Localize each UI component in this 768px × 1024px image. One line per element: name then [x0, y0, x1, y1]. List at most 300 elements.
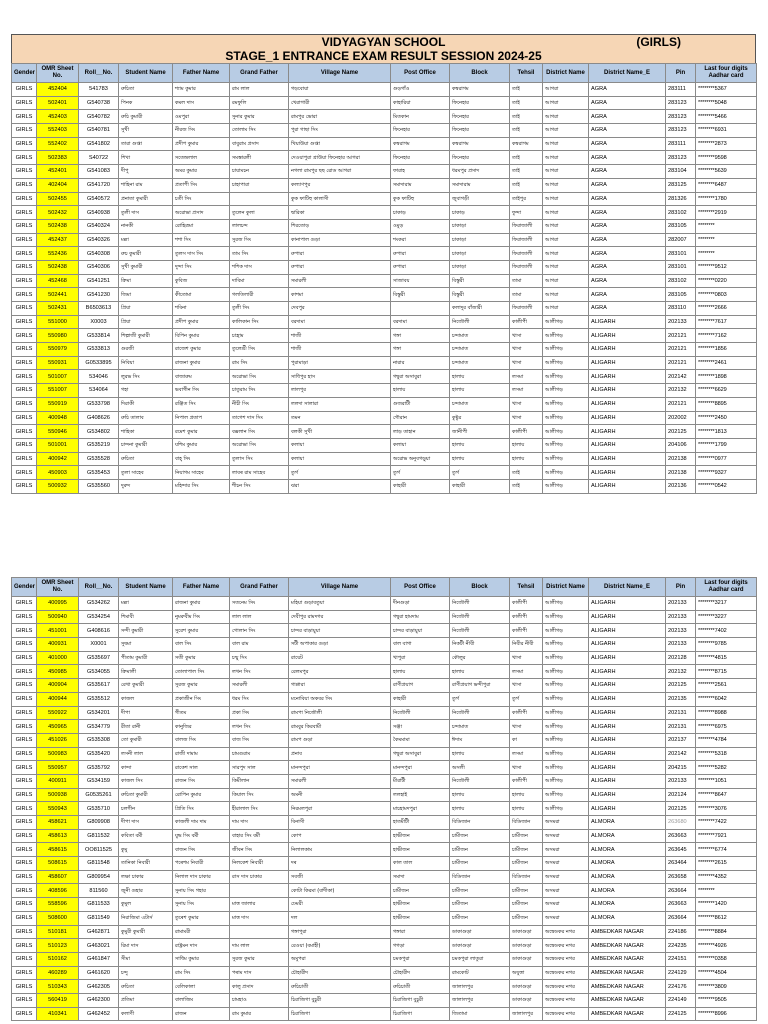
cell-village-name: রামপ গুড়া — [289, 733, 391, 747]
cell-village-name: রেওয়া (বমাহী) — [289, 939, 391, 953]
cell-grand-father: গলতিলারী — [230, 288, 289, 302]
cell-block: হালায় — [450, 370, 510, 384]
header-tehsil: Tehsil — [510, 578, 543, 597]
cell-village-name: তুর্গ — [289, 466, 391, 480]
cell-district-name: আলীগড় — [543, 425, 589, 439]
cell-tehsil: চামীজন — [510, 911, 543, 925]
cell-aadhar-last-four: ********2450 — [696, 411, 757, 425]
cell-post-office: খাপুরা — [391, 651, 450, 665]
cell-post-office: চান্দর বাড়ায়ুয়া — [391, 624, 450, 638]
title-block — [11, 34, 756, 63]
cell-student-name: শাহিনা রাম — [119, 178, 173, 192]
cell-block: চামীজন — [450, 829, 510, 843]
cell-district-name-e: ALIGARH — [589, 692, 666, 706]
cell-aadhar-last-four: ********5318 — [696, 747, 757, 761]
cell-tehsil: চামীজন — [510, 898, 543, 912]
cell-block: চমকপুরা লাতুরা — [450, 952, 510, 966]
cell-district-name: আলীগড় — [543, 343, 589, 357]
cell-gender: GIRLS — [12, 356, 37, 370]
cell-village-name: দেবপুর — [289, 302, 391, 316]
cell-post-office: গঙ্গারা — [391, 925, 450, 939]
cell-pin: 202125 — [666, 802, 696, 816]
cell-tehsil: তাই — [510, 479, 543, 493]
table-row — [12, 411, 757, 425]
cell-omr-sheet-no: 502432 — [37, 206, 79, 220]
cell-village-name: গড়বোয়া — [289, 83, 391, 97]
cell-tehsil: ফিরাজালী — [510, 302, 543, 316]
cell-father-name: দুন্দা সিং — [173, 260, 230, 274]
cell-omr-sheet-no: 552402 — [37, 137, 79, 151]
cell-aadhar-last-four: ********6042 — [696, 692, 757, 706]
cell-father-name: রাজনা কুমার — [173, 356, 230, 370]
cell-district-name-e: AMBEDKAR NAGAR — [589, 925, 666, 939]
table-row — [12, 288, 757, 302]
cell-gender: GIRLS — [12, 993, 37, 1007]
cell-tehsil: অযুত্তা — [510, 966, 543, 980]
cell-district-name: আলীগড় — [543, 370, 589, 384]
cell-village-name: কাশমা — [289, 288, 391, 302]
cell-student-name: লসনী লাল — [119, 747, 173, 761]
cell-district-name: আলীগড় — [543, 665, 589, 679]
cell-gender: GIRLS — [12, 733, 37, 747]
cell-grand-father: মাত্ত দাস — [230, 911, 289, 925]
cell-father-name: কীতোমা — [173, 288, 230, 302]
cell-district-name-e: AGRA — [589, 192, 666, 206]
cell-gender: GIRLS — [12, 219, 37, 233]
cell-village-name: রামবুর কিরবামী — [289, 720, 391, 734]
cell-aadhar-last-four: ********2919 — [696, 206, 757, 220]
cell-student-name: রুচিতা — [119, 452, 173, 466]
cell-grand-father: ধরম সিং — [230, 692, 289, 706]
table-row — [12, 774, 757, 788]
cell-student-name: তুলা সাহেব — [119, 466, 173, 480]
cell-post-office: বিস্তুরী — [391, 288, 450, 302]
cell-village-name: খেরাগারী — [289, 96, 391, 110]
cell-district-name-e: ALIGARH — [589, 665, 666, 679]
cell-omr-sheet-no: 460289 — [37, 966, 79, 980]
cell-tehsil: তাই — [510, 83, 543, 97]
cell-village-name: সটী অপাকার গুড়া — [289, 638, 391, 652]
header-student-name: Student Name — [119, 578, 173, 597]
results-table-1 — [11, 63, 757, 494]
cell-student-name: কবিতা বৰ্মী — [119, 829, 173, 843]
cell-block: চন্দামাত — [450, 720, 510, 734]
cell-post-office: গঙ্গা — [391, 343, 450, 357]
cell-post-office: দীনগুড়া — [391, 597, 450, 611]
cell-father-name: বাজন সিং — [173, 843, 230, 857]
header-omr-sheet-no: OMR Sheet No. — [37, 578, 79, 597]
cell-tehsil: লসমা — [510, 665, 543, 679]
cell-district-name: অম্বেডকর নগর — [543, 925, 589, 939]
cell-district-name: আলীগড় — [543, 788, 589, 802]
cell-omr-sheet-no: 508600 — [37, 911, 79, 925]
cell-gender: GIRLS — [12, 651, 37, 665]
cell-roll-no: G540781 — [79, 124, 119, 138]
cell-omr-sheet-no: 551000 — [37, 315, 79, 329]
header-student-name: Student Name — [119, 64, 173, 83]
cell-district-name-e: AGRA — [589, 247, 666, 261]
cell-post-office: কাহারী — [391, 692, 450, 706]
header-tehsil: Tehsil — [510, 64, 543, 83]
cell-father-name: সুরেশ কুমার — [173, 624, 230, 638]
cell-gender: GIRLS — [12, 124, 37, 138]
cell-roll-no: G540308 — [79, 247, 119, 261]
cell-father-name: বালাজিম — [173, 993, 230, 1007]
cell-district-name: আলীগড় — [543, 679, 589, 693]
cell-tehsil: তাই — [510, 110, 543, 124]
cell-block: চাকাড়া — [450, 219, 510, 233]
cell-post-office: গঙ্গা — [391, 329, 450, 343]
cell-aadhar-last-four: ********2561 — [696, 679, 757, 693]
cell-tehsil: তাই — [510, 178, 543, 192]
cell-father-name: প্রিতি সিং — [173, 802, 230, 816]
cell-aadhar-last-four: ********2666 — [696, 302, 757, 316]
cell-grand-father: বাবুরাম প্রসাদ — [230, 137, 289, 151]
cell-district-name: আলীগড় — [543, 411, 589, 425]
cell-village-name: গঙ্গাপুরা — [289, 925, 391, 939]
table-row — [12, 479, 757, 493]
cell-grand-father: সুনার কুমার — [230, 110, 289, 124]
cell-pin: 202128 — [666, 651, 696, 665]
cell-omr-sheet-no: 452403 — [37, 110, 79, 124]
cell-aadhar-last-four: ******** — [696, 247, 757, 261]
cell-tehsil: তাই — [510, 466, 543, 480]
table-row — [12, 452, 757, 466]
cell-tehsil: কালীপী — [510, 597, 543, 611]
cell-village-name: ঝরা — [289, 479, 391, 493]
cell-tehsil: তামা — [510, 274, 543, 288]
cell-district-name: আলীগড় — [543, 315, 589, 329]
cell-post-office: মিতকান — [391, 110, 450, 124]
cell-post-office: গগড়া — [391, 939, 450, 953]
cell-pin: 282007 — [666, 233, 696, 247]
cell-omr-sheet-no: 410341 — [37, 1007, 79, 1021]
cell-block: হালায় — [450, 788, 510, 802]
cell-pin: 283123 — [666, 96, 696, 110]
cell-village-name: রুচিচাতী — [289, 980, 391, 994]
cell-student-name: তারা গুপ্তা — [119, 137, 173, 151]
cell-omr-sheet-no: 452404 — [37, 83, 79, 97]
cell-roll-no: G463021 — [79, 939, 119, 953]
cell-gender: GIRLS — [12, 665, 37, 679]
cell-aadhar-last-four: ********7162 — [696, 329, 757, 343]
cell-gender: GIRLS — [12, 466, 37, 480]
cell-village-name: পুরামাড়া — [289, 356, 391, 370]
cell-district-name: অম্বেডকর নগর — [543, 939, 589, 953]
cell-gender: GIRLS — [12, 952, 37, 966]
cell-district-name: আলীগড় — [543, 356, 589, 370]
cell-roll-no: OO811525 — [79, 843, 119, 857]
cell-village-name: বিনাসী — [289, 816, 391, 830]
cell-pin: 283123 — [666, 110, 696, 124]
header-block: Block — [450, 578, 510, 597]
table-row — [12, 925, 757, 939]
cell-roll-no: G540572 — [79, 192, 119, 206]
cell-student-name: গহা — [119, 384, 173, 398]
cell-roll-no: G533813 — [79, 343, 119, 357]
cell-pin: 202138 — [666, 466, 696, 480]
cell-grand-father: রাম কুমার — [230, 1007, 289, 1021]
cell-pin: 202133 — [666, 638, 696, 652]
cell-father-name: প্রতাপী সিং — [173, 178, 230, 192]
cell-gender: GIRLS — [12, 411, 37, 425]
table-body — [12, 83, 757, 494]
cell-post-office: বাল বাগা — [391, 638, 450, 652]
cell-omr-sheet-no: 502438 — [37, 260, 79, 274]
cell-tehsil: ফিরাজালী — [510, 260, 543, 274]
cell-district-name: আগরা — [543, 233, 589, 247]
cell-district-name-e: AGRA — [589, 83, 666, 97]
cell-tehsil: খাসা — [510, 329, 543, 343]
cell-district-name: আগরা — [543, 96, 589, 110]
cell-village-name: রেলমপুর — [289, 665, 391, 679]
cell-gender: GIRLS — [12, 137, 37, 151]
cell-district-name-e: AGRA — [589, 137, 666, 151]
cell-district-name-e: ALMORA — [589, 843, 666, 857]
cell-block: নিজৌলী — [450, 624, 510, 638]
cell-grand-father: তুলেন কুলা — [230, 206, 289, 220]
cell-omr-sheet-no: 458621 — [37, 816, 79, 830]
cell-omr-sheet-no: 401000 — [37, 651, 79, 665]
cell-aadhar-last-four: ********1856 — [696, 343, 757, 357]
cell-student-name: নিরাজিমা এটার্স — [119, 911, 173, 925]
cell-student-name: দীপা দাস — [119, 816, 173, 830]
cell-tehsil: কালীপী — [510, 315, 543, 329]
cell-gender: GIRLS — [12, 83, 37, 97]
cell-gender: GIRLS — [12, 343, 37, 357]
cell-district-name-e: ALIGARH — [589, 720, 666, 734]
cell-block: বিডিজান — [450, 870, 510, 884]
cell-student-name: লক্ষা চাকার — [119, 870, 173, 884]
cell-pin: 283102 — [666, 206, 696, 220]
cell-block: ধরমপুর প্রসাদ — [450, 165, 510, 179]
header-father-name: Father Name — [173, 64, 230, 83]
cell-district-name: আগরা — [543, 124, 589, 138]
cell-grand-father: চাতুরাম সিং — [230, 384, 289, 398]
cell-tehsil: তাই — [510, 165, 543, 179]
cell-block: তুর্গ — [450, 466, 510, 480]
cell-district-name-e: ALIGARH — [589, 597, 666, 611]
cell-tehsil: খাসা — [510, 720, 543, 734]
table-row — [12, 466, 757, 480]
cell-gender: GIRLS — [12, 384, 37, 398]
school-name: VIDYAGYAN SCHOOL — [321, 35, 446, 49]
cell-student-name: প্রিয়া — [119, 302, 173, 316]
cell-father-name: সুরজ কুমার — [173, 679, 230, 693]
cell-roll-no: G462452 — [79, 1007, 119, 1021]
cell-tehsil: খাসা — [510, 679, 543, 693]
cell-father-name: অমর কুমার — [173, 165, 230, 179]
cell-father-name: পৰেশম নিবারী — [173, 857, 230, 871]
table-row — [12, 370, 757, 384]
cell-gender: GIRLS — [12, 884, 37, 898]
table-row — [12, 219, 757, 233]
cell-post-office: অরোভ অনুবগড়ুয়া — [391, 452, 450, 466]
cell-omr-sheet-no: 500932 — [37, 479, 79, 493]
cell-district-name: আগরা — [543, 110, 589, 124]
cell-tehsil: তাইপুর — [510, 192, 543, 206]
cell-gender: GIRLS — [12, 679, 37, 693]
cell-pin: 202132 — [666, 384, 696, 398]
cell-student-name: প্রনাতা কুমারী — [119, 192, 173, 206]
table-row — [12, 706, 757, 720]
table-row — [12, 884, 757, 898]
cell-pin: 283101 — [666, 247, 696, 261]
cell-pin: 202133 — [666, 610, 696, 624]
cell-block: হালায় — [450, 802, 510, 816]
cell-student-name: ক্রিমালী — [119, 665, 173, 679]
cell-father-name: নিয়াগম সাহেব — [173, 466, 230, 480]
cell-omr-sheet-no: 510123 — [37, 939, 79, 953]
cell-student-name: রুচিতা — [119, 83, 173, 97]
cell-village-name: শাজী — [289, 343, 391, 357]
cell-father-name: কুবিজ — [173, 274, 230, 288]
cell-aadhar-last-four: ********9785 — [696, 638, 757, 652]
cell-gender: GIRLS — [12, 274, 37, 288]
cell-roll-no: G0535261 — [79, 788, 119, 802]
cell-district-name-e: AMBEDKAR NAGAR — [589, 952, 666, 966]
cell-block: রাণীপ্রয়াগ ভন্দীপুরা — [450, 679, 510, 693]
cell-district-name-e: ALMORA — [589, 870, 666, 884]
table-row — [12, 870, 757, 884]
cell-block: হালায় — [450, 747, 510, 761]
cell-post-office: ফিনেহার — [391, 151, 450, 165]
table-row — [12, 274, 757, 288]
cell-aadhar-last-four: ********2615 — [696, 857, 757, 871]
cell-omr-sheet-no: 400944 — [37, 692, 79, 706]
table-row — [12, 165, 757, 179]
cell-omr-sheet-no: 452437 — [37, 233, 79, 247]
cell-aadhar-last-four: ********2461 — [696, 356, 757, 370]
cell-aadhar-last-four: ********6975 — [696, 720, 757, 734]
cell-district-name-e: ALMORA — [589, 857, 666, 871]
cell-omr-sheet-no: 510343 — [37, 980, 79, 994]
cell-post-office: গম্বুরা অসাবুরা — [391, 747, 450, 761]
cell-gender: GIRLS — [12, 939, 37, 953]
cell-student-name: সীমা — [119, 952, 173, 966]
cell-pin: 224176 — [666, 980, 696, 994]
cell-tehsil: নিবীর নীবী — [510, 638, 543, 652]
cell-post-office: চাকাড় — [391, 206, 450, 220]
cell-tehsil: ফিরাজালী — [510, 219, 543, 233]
cell-block: চামীজন — [450, 884, 510, 898]
cell-student-name: রুচ কুমারী — [119, 247, 173, 261]
cell-village-name: লালপুর — [289, 384, 391, 398]
cell-roll-no: G461847 — [79, 952, 119, 966]
cell-omr-sheet-no: 550979 — [37, 343, 79, 357]
cell-block: ডাকাগুড়া — [450, 939, 510, 953]
cell-village-name: দ্বারিকা — [289, 206, 391, 220]
cell-post-office: রাণীপ্রয়াগ — [391, 679, 450, 693]
cell-father-name: মহিন্দার সিং — [173, 479, 230, 493]
cell-district-name: আলীগড় — [543, 597, 589, 611]
cell-aadhar-last-four: ********8612 — [696, 911, 757, 925]
cell-father-name: বেলিকালা — [173, 980, 230, 994]
cell-omr-sheet-no: 451001 — [37, 624, 79, 638]
cell-post-office: লাড় তাহান — [391, 425, 450, 439]
cell-district-name-e: ALIGARH — [589, 788, 666, 802]
school-title-row — [12, 35, 755, 49]
cell-block: ফিনেহার — [450, 124, 510, 138]
cell-aadhar-last-four: ********7617 — [696, 315, 757, 329]
header-gender: Gender — [12, 64, 37, 83]
cell-student-name: তো কুমারী — [119, 733, 173, 747]
cell-block: ফিনেহার — [450, 151, 510, 165]
table-row — [12, 857, 757, 871]
cell-grand-father: চায়ামচন — [230, 165, 289, 179]
cell-village-name: চৌহারীদ — [289, 966, 391, 980]
cell-gender: GIRLS — [12, 774, 37, 788]
cell-village-name: কুক ফাটিহু কালাসী — [289, 192, 391, 206]
table-row — [12, 397, 757, 411]
cell-aadhar-last-four: ********5282 — [696, 761, 757, 775]
cell-omr-sheet-no: 500938 — [37, 788, 79, 802]
cell-block: বিডিজান — [450, 816, 510, 830]
cell-aadhar-last-four: ********0358 — [696, 952, 757, 966]
cell-aadhar-last-four: ********9327 — [696, 466, 757, 480]
table-row — [12, 356, 757, 370]
cell-roll-no: G811532 — [79, 829, 119, 843]
cell-father-name: রাজেশ কুমার — [173, 343, 230, 357]
cell-roll-no: G541230 — [79, 288, 119, 302]
cell-pin: 263680 — [666, 816, 696, 830]
cell-post-office: বরদামা — [391, 315, 450, 329]
cell-district-name-e: ALIGARH — [589, 370, 666, 384]
cell-district-name-e: ALIGARH — [589, 733, 666, 747]
cell-post-office: রুপারা — [391, 247, 450, 261]
table-row — [12, 178, 757, 192]
cell-tehsil: লসমা — [510, 370, 543, 384]
cell-block: চন্দামাত — [450, 397, 510, 411]
cell-aadhar-last-four: ********2873 — [696, 137, 757, 151]
cell-village-name: কল্যাণপুর — [289, 178, 391, 192]
cell-gender: GIRLS — [12, 151, 37, 165]
session-title: STAGE_1 ENTRANCE EXAM RESULT SESSION 2024-25 — [225, 49, 542, 63]
cell-grand-father: লাল লাল — [230, 610, 289, 624]
cell-grand-father: চাহ্রাম — [230, 329, 289, 343]
cell-district-name: আলীগড় — [543, 479, 589, 493]
cell-aadhar-last-four: ********5048 — [696, 96, 757, 110]
cell-tehsil: লসমা — [510, 747, 543, 761]
cell-block: চামীজন — [450, 911, 510, 925]
cell-roll-no: G809954 — [79, 870, 119, 884]
cell-student-name: জুনী গুহার — [119, 884, 173, 898]
cell-village-name: অমুপরা — [289, 952, 391, 966]
cell-district-name: আলীগড় — [543, 384, 589, 398]
cell-district-name-e: ALIGARH — [589, 466, 666, 480]
cell-aadhar-last-four: ******** — [696, 219, 757, 233]
cell-omr-sheet-no: 458607 — [37, 870, 79, 884]
cell-roll-no: G462300 — [79, 993, 119, 1007]
cell-block: হালায় — [450, 438, 510, 452]
cell-omr-sheet-no: 458613 — [37, 829, 79, 843]
header-pin: Pin — [666, 578, 696, 597]
cell-district-name: আলীগড় — [543, 610, 589, 624]
cell-omr-sheet-no: 500983 — [37, 747, 79, 761]
cell-grand-father: তাগেশ দাস সিং — [230, 411, 289, 425]
table-row — [12, 206, 757, 220]
cell-post-office: চমকপুরা — [391, 952, 450, 966]
cell-post-office: মাচহামদপুরা — [391, 802, 450, 816]
cell-roll-no: G462871 — [79, 925, 119, 939]
table-row — [12, 829, 757, 843]
cell-grand-father: মাত্ত জালার — [230, 898, 289, 912]
cell-tehsil: তুর্গ — [510, 692, 543, 706]
cell-student-name: নানকী — [119, 219, 173, 233]
cell-roll-no: G533814 — [79, 329, 119, 343]
cell-grand-father: সুরজ সিং — [230, 233, 289, 247]
results-table-2 — [11, 577, 757, 1021]
